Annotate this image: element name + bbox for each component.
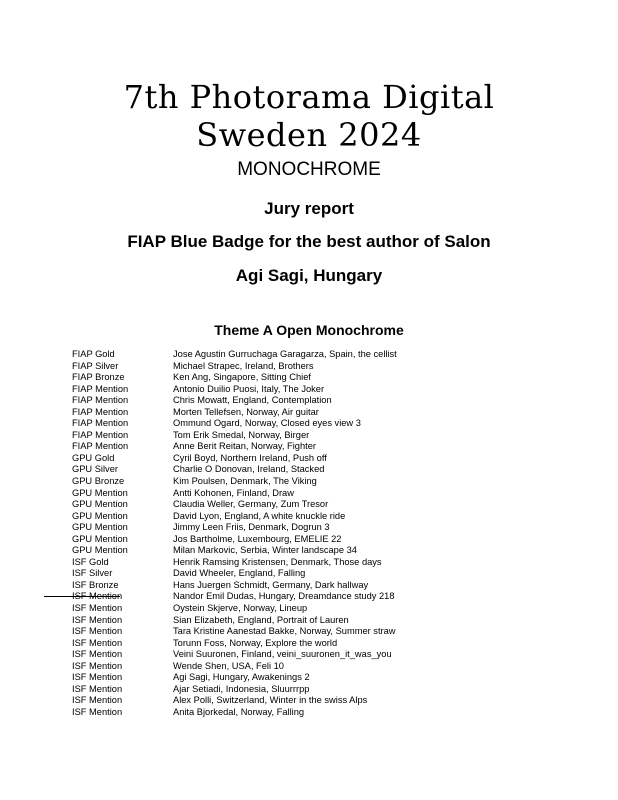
result-row	[72, 626, 552, 638]
result-row	[72, 695, 552, 707]
result-row	[72, 672, 552, 684]
award-label: GPU Mention	[72, 499, 128, 510]
winner-entry: Chris Mowatt, England, Contemplation	[173, 395, 332, 406]
award-label: ISF Mention	[72, 683, 123, 694]
winner-entry: Antti Kohonen, Finland, Draw	[173, 487, 294, 498]
award-label: FIAP Mention	[72, 441, 129, 452]
result-row	[72, 361, 552, 373]
winner-entry: Alex Polli, Switzerland, Winter in the swiss Alps	[173, 695, 368, 706]
award-label: FIAP Mention	[72, 418, 129, 429]
winner-entry: Torunn Foss, Norway, Explore the world	[173, 637, 338, 648]
winner-entry: Milan Markovic, Serbia, Winter landscape 34	[173, 545, 357, 556]
result-row	[72, 638, 552, 650]
award-label: FIAP Silver	[72, 360, 119, 371]
section-title: Theme A Open Monochrome	[214, 322, 404, 338]
badge-winner: Agi Sagi, Hungary	[235, 266, 383, 285]
result-row	[72, 384, 552, 396]
award-label: ISF Gold	[72, 556, 109, 567]
award-label: GPU Mention	[72, 487, 128, 498]
result-row	[72, 707, 552, 719]
result-row	[72, 453, 552, 465]
winner-entry: Michael Strapec, Ireland, Brothers	[173, 360, 314, 371]
award-label: FIAP Mention	[72, 383, 129, 394]
result-row	[72, 615, 552, 627]
award-label: FIAP Mention	[72, 406, 129, 417]
winner-entry: Henrik Ramsing Kristensen, Denmark, Those days	[173, 556, 382, 567]
result-row	[72, 476, 552, 488]
result-row	[72, 649, 552, 661]
winner-entry: Anne Berit Reitan, Norway, Fighter	[173, 441, 316, 452]
report-title: Jury report	[264, 199, 354, 218]
winner-entry: Jimmy Leen Friis, Denmark, Dogrun 3	[173, 522, 330, 533]
award-label: FIAP Bronze	[72, 372, 125, 383]
document-subtitle: MONOCHROME	[237, 159, 381, 180]
winner-entry: Charlie O Donovan, Ireland, Stacked	[173, 464, 325, 475]
winner-entry: Oystein Skjerve, Norway, Lineup	[173, 603, 308, 614]
document-title-line-1: 7th Photorama Digital	[123, 78, 495, 116]
winner-entry: Ken Ang, Singapore, Sitting Chief	[173, 372, 311, 383]
result-row	[72, 441, 552, 453]
award-label: ISF Mention	[72, 637, 123, 648]
award-label: FIAP Gold	[72, 349, 115, 359]
award-label: ISF Mention	[72, 695, 123, 706]
result-row	[72, 464, 552, 476]
result-row	[72, 591, 552, 603]
award-label: ISF Silver	[72, 568, 113, 579]
result-row	[72, 499, 552, 511]
result-row	[72, 522, 552, 534]
winner-entry: David Lyon, England, A white knuckle ride	[173, 510, 346, 521]
document-title-line-2: Sweden 2024	[196, 116, 422, 154]
result-row	[72, 661, 552, 673]
winner-entry: Kim Poulsen, Denmark, The Viking	[173, 476, 317, 487]
award-label: ISF Mention	[72, 706, 123, 717]
result-row	[72, 534, 552, 546]
winner-entry: Cyril Boyd, Northern Ireland, Push off	[173, 452, 327, 463]
award-label: FIAP Mention	[72, 395, 129, 406]
award-label: GPU Mention	[72, 522, 128, 533]
award-label: GPU Silver	[72, 464, 118, 475]
award-label: GPU Mention	[72, 545, 128, 556]
result-row	[72, 580, 552, 592]
winner-entry: Veini Suuronen, Finland, veini_suuronen_it_was_you	[173, 649, 392, 660]
results-list	[72, 349, 552, 719]
winner-entry: Jose Agustin Gurruchaga Garagarza, Spain, the cellist	[173, 349, 397, 359]
winner-entry: Ajar Setiadi, Indonesia, Sluurrrpp	[173, 683, 310, 694]
result-row	[72, 395, 552, 407]
result-row	[72, 684, 552, 696]
result-row	[72, 545, 552, 557]
award-label: ISF Mention	[72, 672, 123, 683]
winner-entry: Antonio Duilio Puosi, Italy, The Joker	[173, 383, 325, 394]
winner-entry: Nandor Emil Dudas, Hungary, Dreamdance study 218	[173, 591, 395, 602]
winner-entry: Hans Juergen Schmidt, Germany, Dark hallway	[173, 579, 369, 590]
award-label: GPU Gold	[72, 452, 115, 463]
award-label: ISF Mention	[72, 591, 123, 602]
award-label: ISF Mention	[72, 626, 123, 637]
award-label: GPU Mention	[72, 533, 128, 544]
winner-entry: Wende Shen, USA, Feli 10	[173, 660, 284, 671]
winner-entry: Anita Bjorkedal, Norway, Falling	[173, 706, 305, 717]
result-row	[72, 557, 552, 569]
award-label: ISF Mention	[72, 649, 123, 660]
winner-entry: Morten Tellefsen, Norway, Air guitar	[173, 406, 319, 417]
result-row	[72, 603, 552, 615]
result-row	[72, 568, 552, 580]
result-row	[72, 372, 552, 384]
winner-entry: Sian Elizabeth, England, Portrait of Lauren	[173, 614, 349, 625]
result-row	[72, 488, 552, 500]
result-row	[72, 430, 552, 442]
award-label: ISF Mention	[72, 603, 123, 614]
award-label: ISF Bronze	[72, 579, 119, 590]
award-label: GPU Mention	[72, 510, 128, 521]
badge-title: FIAP Blue Badge for the best author of Salon	[127, 232, 491, 251]
winner-entry: Jos Bartholme, Luxembourg, EMELIE 22	[173, 533, 342, 544]
award-label: ISF Mention	[72, 614, 123, 625]
winner-entry: Tom Erik Smedal, Norway, Birger	[173, 429, 310, 440]
award-label: ISF Mention	[72, 660, 123, 671]
result-row	[72, 407, 552, 419]
winner-entry: Agi Sagi, Hungary, Awakenings 2	[173, 672, 310, 683]
result-row	[72, 349, 552, 361]
winner-entry: Claudia Weller, Germany, Zum Tresor	[173, 499, 329, 510]
award-label: GPU Bronze	[72, 476, 125, 487]
winner-entry: David Wheeler, England, Falling	[173, 568, 306, 579]
award-label: FIAP Mention	[72, 429, 129, 440]
winner-entry: Ommund Ogard, Norway, Closed eyes view 3	[173, 418, 361, 429]
result-row	[72, 418, 552, 430]
winner-entry: Tara Kristine Aanestad Bakke, Norway, Summer straw	[173, 626, 396, 637]
result-row	[72, 511, 552, 523]
